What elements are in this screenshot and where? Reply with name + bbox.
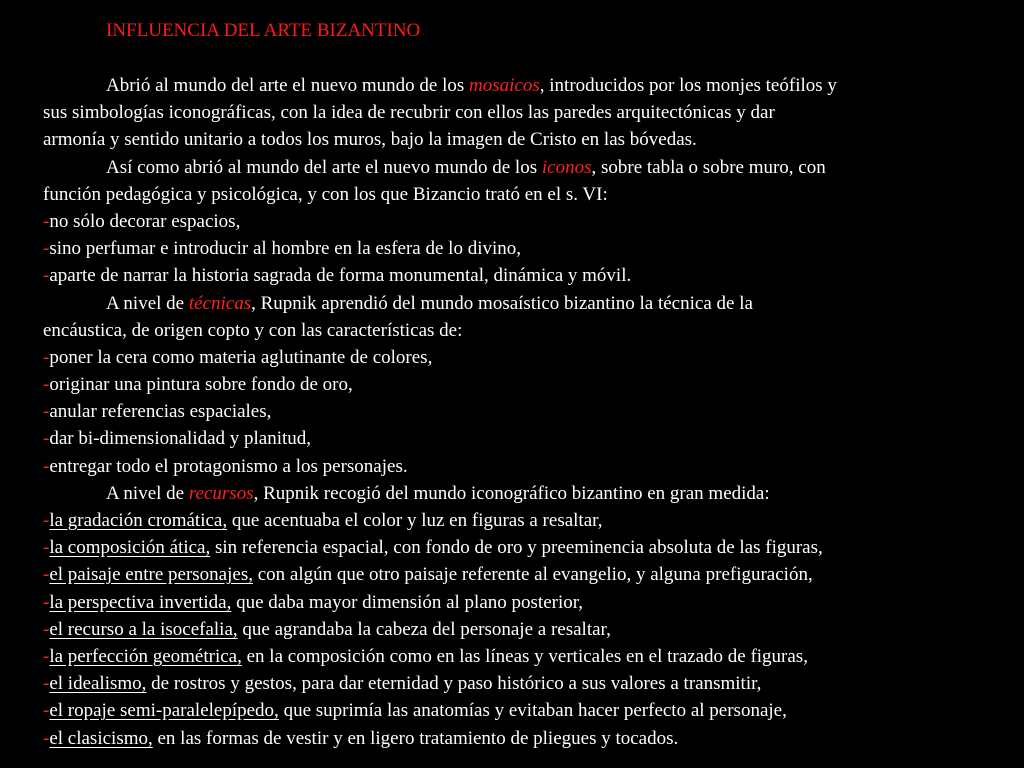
p4-list-item bbox=[43, 697, 1003, 724]
p4-list-item bbox=[43, 589, 1003, 616]
p3-keyword-tecnicas: técnicas bbox=[188, 292, 252, 314]
p4-list-item bbox=[43, 725, 1003, 752]
list-item-text: entregar todo el protagonismo a los personajes. bbox=[49, 455, 408, 477]
p4-text-a: A nivel de bbox=[106, 482, 189, 504]
dash: - bbox=[43, 700, 50, 722]
dash: - bbox=[43, 374, 50, 396]
p2-list-item bbox=[43, 235, 1003, 262]
p1-line-2: sus simbologías iconográficas, con la idea de recubrir con ellos las paredes arquitectónicas y dar bbox=[43, 102, 775, 124]
dash: - bbox=[43, 537, 50, 559]
p4-line-1 bbox=[43, 480, 1003, 507]
p2-keyword-iconos: iconos bbox=[541, 156, 592, 178]
dash: - bbox=[43, 401, 50, 423]
list-item-text: de rostros y gestos, para dar eternidad y paso histórico a sus valores a transmitir, bbox=[146, 673, 762, 695]
underlined-term: el clasicismo, bbox=[49, 727, 153, 749]
p1-line-3: armonía y sentido unitario a todos los muros, bajo la imagen de Cristo en las bóvedas. bbox=[43, 129, 697, 151]
underlined-term: la perfección geométrica, bbox=[49, 645, 242, 667]
list-item-text: que daba mayor dimensión al plano posterior, bbox=[231, 591, 584, 613]
p4-list-item bbox=[43, 643, 1003, 670]
p4-text-b: , Rupnik recogió del mundo iconográfico bizantino en gran medida: bbox=[253, 482, 770, 504]
dash: - bbox=[43, 510, 50, 531]
dash: - bbox=[43, 618, 50, 640]
p2-text-b: , sobre tabla o sobre muro, con bbox=[591, 156, 826, 178]
p3-list-item bbox=[43, 344, 1003, 371]
underlined-term: el idealismo, bbox=[49, 673, 147, 695]
p1-line-1 bbox=[43, 72, 1003, 99]
dash: - bbox=[43, 673, 50, 695]
p4-keyword-recursos: recursos bbox=[188, 482, 254, 504]
list-item-text: dar bi-dimensionalidad y planitud, bbox=[49, 428, 312, 450]
dash: - bbox=[43, 265, 50, 287]
underlined-term: la gradación cromática, bbox=[49, 510, 228, 531]
p3-list-item bbox=[43, 453, 1003, 480]
p3-line-2: encáustica, de origen copto y con las características de: bbox=[43, 319, 463, 341]
underlined-term: la composición ática, bbox=[49, 537, 211, 559]
p3-line-1 bbox=[43, 290, 1003, 317]
p4-list-item bbox=[43, 616, 1003, 643]
list-item-text: sin referencia espacial, con fondo de oro y preeminencia absoluta de las figuras, bbox=[210, 537, 823, 559]
p4-list-item bbox=[43, 534, 1003, 561]
dash: - bbox=[43, 455, 50, 477]
list-item-text: que suprimía las anatomías y evitaban hacer perfecto al personaje, bbox=[278, 700, 787, 722]
p2-list-item bbox=[43, 262, 1003, 289]
dash: - bbox=[43, 346, 50, 368]
dash: - bbox=[43, 591, 50, 613]
p4-list-item bbox=[43, 670, 1003, 697]
p4-list-item bbox=[43, 507, 1003, 534]
dash: - bbox=[43, 210, 50, 232]
p3-list-item bbox=[43, 425, 1003, 452]
dash: - bbox=[43, 727, 50, 749]
underlined-term: la perspectiva invertida, bbox=[49, 591, 232, 613]
list-item-text: aparte de narrar la historia sagrada de forma monumental, dinámica y móvil. bbox=[49, 265, 632, 287]
p3-text-a: A nivel de bbox=[106, 292, 189, 314]
underlined-term: el recurso a la isocefalia, bbox=[49, 618, 238, 640]
list-item-text: que acentuaba el color y luz en figuras a resaltar, bbox=[227, 510, 603, 531]
p1-text-b: , introducidos por los monjes teófilos y bbox=[539, 75, 837, 96]
list-item-text: no sólo decorar espacios, bbox=[49, 210, 241, 232]
p1-keyword-mosaicos: mosaicos bbox=[469, 75, 540, 96]
dash: - bbox=[43, 238, 50, 260]
dash: - bbox=[43, 564, 50, 586]
list-item-text: que agrandaba la cabeza del personaje a resaltar, bbox=[237, 618, 611, 640]
p2-line-2: función pedagógica y psicológica, y con los que Bizancio trató en el s. VI: bbox=[43, 183, 608, 205]
list-item-text: poner la cera como materia aglutinante de colores, bbox=[49, 346, 433, 368]
p3-text-b: , Rupnik aprendió del mundo mosaístico bizantino la técnica de la bbox=[251, 292, 753, 314]
list-item-text: anular referencias espaciales, bbox=[49, 401, 272, 423]
list-item-text: originar una pintura sobre fondo de oro, bbox=[49, 374, 353, 396]
list-item-text: en las formas de vestir y en ligero tratamiento de pliegues y tocados. bbox=[152, 727, 679, 749]
list-item-text: sino perfumar e introducir al hombre en la esfera de lo divino, bbox=[49, 238, 521, 260]
slide-title: INFLUENCIA DEL ARTE BIZANTINO bbox=[106, 20, 421, 41]
p3-list-item bbox=[43, 371, 1003, 398]
dash: - bbox=[43, 428, 50, 450]
dash: - bbox=[43, 645, 50, 667]
p2-text-a: Así como abrió al mundo del arte el nuevo mundo de los bbox=[106, 156, 542, 178]
p4-list-item bbox=[43, 561, 1003, 588]
p3-list-item bbox=[43, 398, 1003, 425]
p2-list-item bbox=[43, 208, 1003, 235]
list-item-text: con algún que otro paisaje referente al evangelio, y alguna prefiguración, bbox=[252, 564, 813, 586]
slide-body bbox=[43, 72, 1003, 752]
list-item-text: en la composición como en las líneas y verticales en el trazado de figuras, bbox=[241, 645, 808, 667]
underlined-term: el ropaje semi-paralelepípedo, bbox=[49, 700, 279, 722]
underlined-term: el paisaje entre personajes, bbox=[49, 564, 253, 586]
p2-line-1 bbox=[43, 154, 1003, 181]
p1-text-a: Abrió al mundo del arte el nuevo mundo de los bbox=[106, 75, 470, 96]
